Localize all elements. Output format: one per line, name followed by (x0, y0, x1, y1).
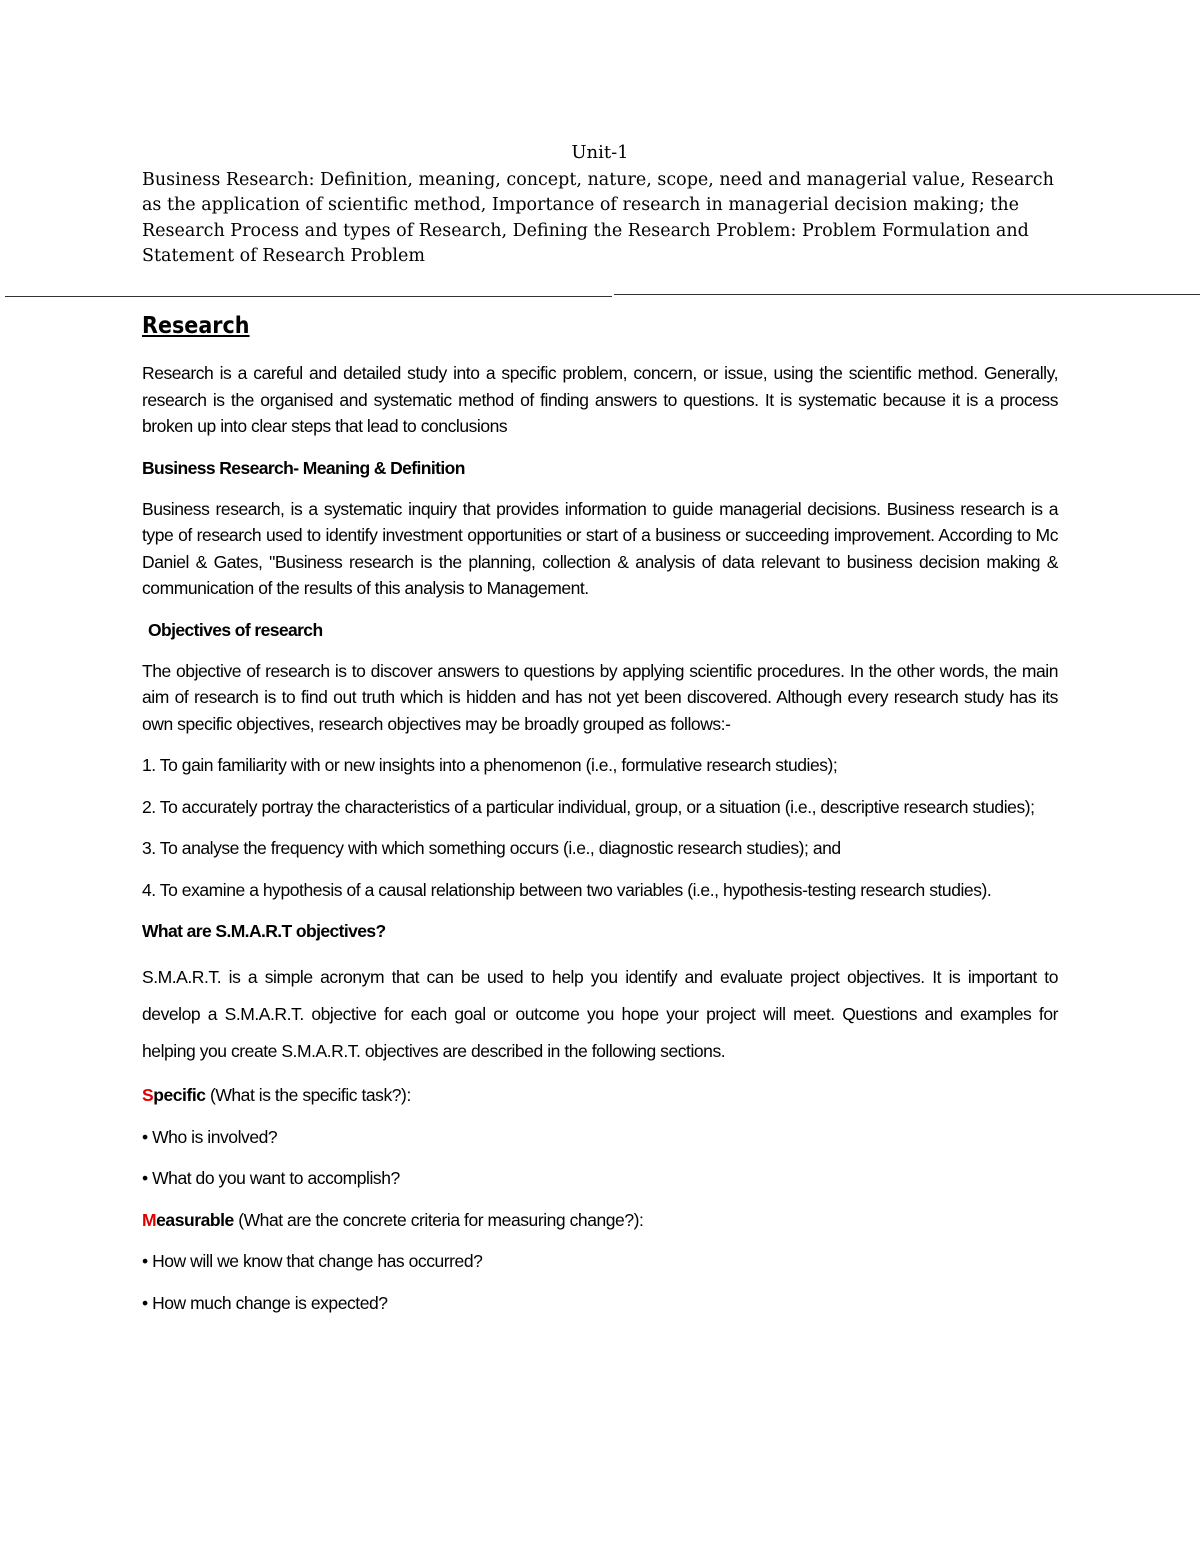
objective-item-4: 4. To examine a hypothesis of a causal relationship between two variables (i.e., hypothesis-testing research studies). (142, 879, 992, 900)
specific-line (142, 1082, 1058, 1109)
specific-first-letter: S (142, 1085, 154, 1105)
unit-title: Unit-1 (571, 142, 629, 163)
measurable-bullet-1: • How will we know that change has occurred? (142, 1251, 483, 1271)
objective-item-2: 2. To accurately portray the characteristics of a particular individual, group, or a situation (i.e., descriptive research studies); (142, 796, 1035, 817)
measurable-rest: easurable (156, 1209, 234, 1230)
divider-left (5, 296, 612, 297)
document-body (142, 310, 1058, 1331)
measurable-question: (What are the concrete criteria for measuring change?): (233, 1209, 644, 1230)
smart-heading: What are S.M.A.R.T objectives? (142, 921, 386, 941)
business-research-heading: Business Research- Meaning & Definition (142, 457, 465, 478)
business-research-paragraph: Business research, is a systematic inquiry that provides information to guide managerial decisions. Business research is a type of research used to identify investment opportunities or start of a business or succeeding improvement. According to Mc Daniel & Gates, "Business research is the planning, collection & analysis of data relevant to business decision making & communication of the results of this analysis to Management. (142, 498, 1058, 598)
specific-question: (What is the specific task?): (205, 1085, 411, 1105)
syllabus-text: Business Research: Definition, meaning, concept, nature, scope, need and managerial value, Research as the application of scientific method, Importance of research in managerial decision making; the Research Process and types of Research, Defining the Research Problem: Problem Formulation and Statement of Research Problem (142, 170, 1054, 266)
divider-right (614, 294, 1200, 295)
objectives-heading: Objectives of research (148, 619, 323, 640)
research-heading: Research (142, 313, 250, 339)
measurable-first-letter: M (142, 1209, 157, 1230)
measurable-bullet-2: • How much change is expected? (142, 1292, 388, 1313)
research-paragraph: Research is a careful and detailed study into a specific problem, concern, or issue, using the scientific method. Generally, research is the organised and systematic method of finding answers to questions. It is systematic because it is a process broken up into clear steps that lead to conclusions (142, 363, 1058, 436)
objectives-paragraph: The objective of research is to discover answers to questions by applying scientific procedures. In the other words, the main aim of research is to find out truth which is hidden and has not yet been discovered. Although every research study has its own specific objectives, research objectives may be broadly grouped as follows:- (142, 660, 1058, 734)
specific-bullet-1: • Who is involved? (142, 1126, 278, 1147)
measurable-line (142, 1207, 1058, 1234)
smart-paragraph: S.M.A.R.T. is a simple acronym that can be used to help you identify and evaluate project objectives. It is important to develop a S.M.A.R.T. objective for each goal or outcome you hope your project will meet. Questions and examples for helping you create S.M.A.R.T. objectives are described in the following sections. (142, 967, 1058, 1061)
objective-item-1: 1. To gain familiarity with or new insights into a phenomenon (i.e., formulative research studies); (142, 755, 838, 775)
specific-bullet-2: • What do you want to accomplish? (142, 1168, 400, 1188)
objective-item-3: 3. To analyse the frequency with which something occurs (i.e., diagnostic research studies); and (142, 838, 841, 858)
specific-rest: pecific (153, 1085, 206, 1105)
